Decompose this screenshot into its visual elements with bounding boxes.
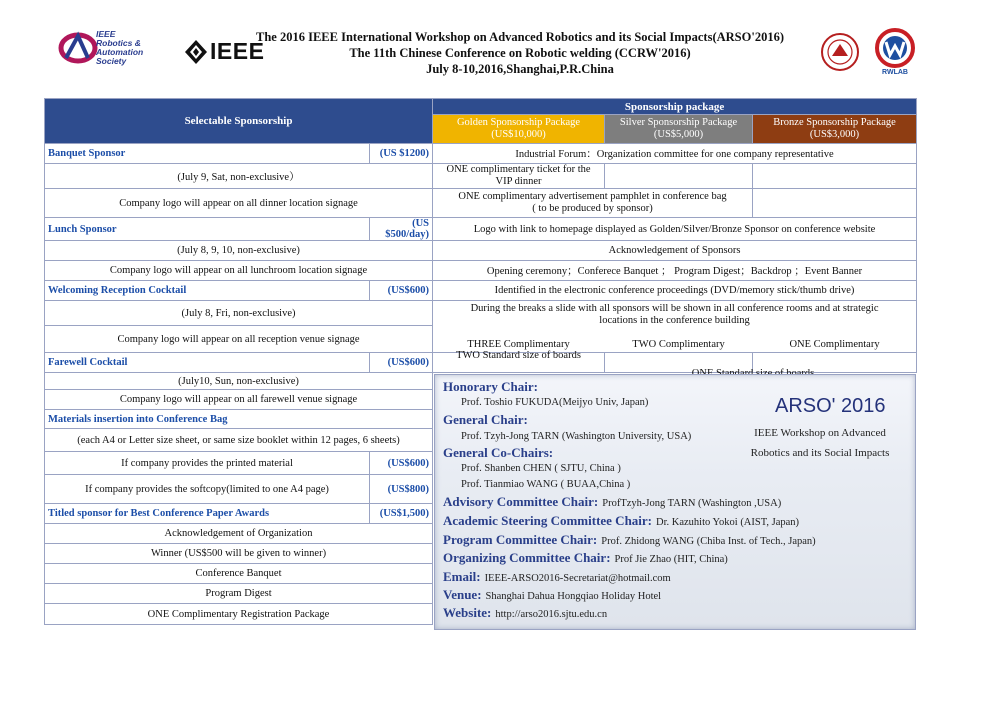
organizing-chair-row: [443, 549, 728, 567]
ras-text-line: Automation: [96, 47, 144, 57]
venue-value: Shanghai Dahua Hongqiao Holiday Hotel: [485, 591, 662, 602]
industrial-forum-cell: Industrial Forum：Organization committee for one company representative: [433, 144, 917, 164]
rwlab-text: RWLAB: [882, 69, 908, 76]
ras-text-line: IEEE: [96, 29, 116, 39]
titled-item: Conference Banquet: [45, 564, 433, 584]
program-chair-row: [443, 531, 816, 549]
pamphlet-line: ( to be produced by sponsor): [532, 203, 653, 214]
university-seal-icon: [820, 32, 860, 72]
email-label: Email:: [443, 569, 481, 584]
honorary-chair-name: Prof. Toshio FUKUDA(Meijyo Univ, Japan): [461, 397, 649, 408]
ras-logo-text: [96, 30, 143, 66]
farewell-cocktail-price: (US$600): [370, 353, 433, 373]
breaks-line: locations in the conference building: [599, 315, 750, 326]
comp-silver-text: TWO Complimentary: [632, 339, 725, 350]
softcopy-price: (US$800): [370, 475, 433, 504]
general-cochair-name: Prof. Shanben CHEN ( SJTU, China ): [461, 463, 621, 474]
boards-gold-text: TWO Standard size of boards: [456, 350, 581, 361]
venue-label: Venue:: [443, 587, 482, 602]
pamphlet-line: ONE complimentary advertisement pamphlet in conference bag: [458, 191, 727, 202]
titled-item: Winner (US$500 will be given to winner): [45, 544, 433, 564]
page-header: [0, 0, 1000, 95]
package-price: (US$5,000): [653, 129, 704, 140]
general-chair-label: General Chair:: [443, 412, 528, 427]
rwlab-logo-icon: [870, 26, 920, 76]
package-name: Silver Sponsorship Package: [619, 117, 738, 128]
printed-material-price: (US$600): [370, 452, 433, 475]
advisory-chair-label: Advisory Committee Chair:: [443, 494, 599, 509]
email-row: [443, 568, 671, 586]
website-link[interactable]: http://arso2016.sjtu.edu.cn: [495, 609, 608, 620]
ras-emblem-icon: [58, 28, 98, 68]
golden-package-header: [433, 115, 605, 144]
sponsorship-package-header: Sponsorship package: [433, 99, 917, 115]
package-price: (US$10,000): [491, 129, 546, 140]
honorary-chair-label: Honorary Chair:: [443, 379, 538, 394]
ras-text-line: Society: [96, 56, 127, 66]
welcoming-signage: Company logo will appear on all reception venue signage: [45, 326, 433, 353]
lunch-signage: Company logo will appear on all lunchroom location signage: [45, 261, 433, 281]
titled-sponsor-price: (US$1,500): [370, 504, 433, 524]
logo-link-cell: Logo with link to homepage displayed as Golden/Silver/Bronze Sponsor on conference website: [433, 218, 917, 241]
academic-chair-label: Academic Steering Committee Chair:: [443, 513, 653, 528]
vip-ticket-line: ONE complimentary ticket for the: [446, 164, 591, 175]
program-chair-label: Program Committee Chair:: [443, 532, 598, 547]
package-name: Golden Sponsorship Package: [456, 117, 581, 128]
vip-ticket-line: VIP dinner: [495, 176, 542, 187]
academic-chair-row: [443, 512, 799, 530]
titled-sponsor-title: Titled sponsor for Best Conference Paper Awards: [45, 504, 370, 524]
program-chair-name: Prof. Zhidong WANG (Chiba Inst. of Tech., Japan): [601, 536, 816, 547]
organizing-chair-name: Prof Jie Zhao (HIT, China): [614, 554, 728, 565]
materials-insertion-title: Materials insertion into Conference Bag: [45, 410, 433, 429]
welcoming-detail: (July 8, Fri, non-exclusive): [45, 301, 433, 326]
ieee-logo-text: IEEE: [210, 38, 265, 64]
selectable-sponsorship-header: Selectable Sponsorship: [45, 99, 433, 144]
ras-text-line: Robotics &: [96, 38, 141, 48]
softcopy-text: If company provides the softcopy(limited to one A4 page): [45, 475, 370, 504]
banquet-sponsor-price: (US $1200): [370, 144, 433, 164]
titled-item: Acknowledgement of Organization: [45, 524, 433, 544]
lunch-sponsor-title: Lunch Sponsor: [45, 218, 370, 241]
lunch-sponsor-price: (US $500/day): [370, 218, 433, 241]
bronze-package-header: [753, 115, 917, 144]
banquet-signage: Company logo will appear on all dinner location signage: [45, 189, 433, 218]
organizing-chair-label: Organizing Committee Chair:: [443, 550, 611, 565]
comp-bronze-cell: [753, 339, 917, 373]
printed-material-text: If company provides the printed material: [45, 452, 370, 475]
farewell-cocktail-title: Farewell Cocktail: [45, 353, 370, 373]
ieee-ras-logo: [58, 28, 183, 78]
website-row: [443, 604, 607, 622]
farewell-detail: (July10, Sun, non-exclusive): [45, 373, 433, 390]
farewell-signage: Company logo will appear on all farewell venue signage: [45, 390, 433, 410]
header-title-line: The 11th Chinese Conference on Robotic welding (CCRW'2016): [349, 46, 691, 60]
arso-title: ARSO' 2016: [775, 395, 886, 417]
lunch-detail: (July 8, 9, 10, non-exclusive): [45, 241, 433, 261]
breaks-line: During the breaks a slide with all sponsors will be shown in all conference rooms and at strategic: [470, 303, 879, 314]
empty-cell: [753, 189, 917, 218]
header-title-line: The 2016 IEEE International Workshop on Advanced Robotics and its Social Impacts(ARSO'2016): [256, 30, 784, 44]
silver-package-header: [605, 115, 753, 144]
opening-ceremony-cell: Opening ceremony；Conferece Banquet ； Program Digest；Backdrop ；Event Banner: [433, 261, 917, 281]
comp-bronze-text: ONE Complimentary: [789, 339, 880, 350]
welcoming-cocktail-title: Welcoming Reception Cocktail: [45, 281, 370, 301]
titled-item: Program Digest: [45, 584, 433, 604]
proceedings-cell: Identified in the electronic conference proceedings (DVD/memory stick/thumb drive): [433, 281, 917, 301]
email-value[interactable]: IEEE-ARSO2016-Secretariat@hotmail.com: [484, 573, 671, 584]
materials-detail: (each A4 or Letter size sheet, or same size booklet within 12 pages, 6 sheets): [45, 429, 433, 452]
website-label: Website:: [443, 605, 492, 620]
ieee-diamond-icon: [184, 39, 208, 65]
empty-cell: [753, 164, 917, 189]
package-price: (US$3,000): [809, 129, 860, 140]
titled-item: ONE Complimentary Registration Package: [45, 604, 433, 625]
comp-gold-text: THREE Complimentary: [467, 339, 570, 350]
advisory-chair-row: [443, 493, 781, 511]
conference-info-panel: [434, 374, 916, 630]
pamphlet-cell: [433, 189, 753, 218]
banquet-detail: (July 9, Sat, non-exclusive）: [45, 164, 433, 189]
arso-subtitle-line: IEEE Workshop on Advanced: [754, 427, 886, 439]
general-chair-name: Prof. Tzyh-Jong TARN (Washington University, USA): [461, 431, 692, 442]
general-cochairs-label: General Co-Chairs:: [443, 445, 554, 460]
empty-cell: [605, 164, 753, 189]
vip-ticket-cell: [433, 164, 605, 189]
comp-gold-cell: [433, 339, 605, 373]
arso-subtitle-line: Robotics and its Social Impacts: [750, 447, 890, 459]
venue-row: [443, 586, 661, 604]
acknowledgement-cell: Acknowledgement of Sponsors: [433, 241, 917, 261]
general-cochair-name: Prof. Tianmiao WANG ( BUAA,China ): [461, 479, 631, 490]
package-name: Bronze Sponsorship Package: [773, 117, 896, 128]
banquet-sponsor-title: Banquet Sponsor: [45, 144, 370, 164]
welcoming-cocktail-price: (US$600): [370, 281, 433, 301]
academic-chair-name: Dr. Kazuhito Yokoi (AIST, Japan): [656, 517, 800, 528]
header-title-line: July 8-10,2016,Shanghai,P.R.China: [426, 62, 614, 76]
advisory-chair-name: ProfTzyh-Jong TARN (Washington ,USA): [602, 498, 782, 509]
